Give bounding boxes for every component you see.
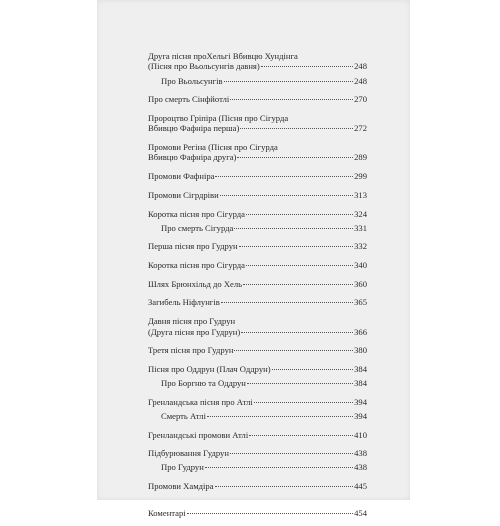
- toc-page-number: 289: [354, 152, 367, 163]
- toc-entry-title: Гренландські промови Атлі: [148, 429, 249, 440]
- toc-entry: [148, 364, 367, 374]
- toc-page-number: 248: [354, 61, 367, 72]
- toc-page-number: 270: [354, 94, 367, 105]
- toc-entry: [148, 260, 367, 270]
- dot-leader: [207, 416, 353, 417]
- toc-entry: [148, 316, 367, 337]
- toc-page-number: 380: [354, 345, 367, 356]
- toc-entry: [148, 209, 367, 219]
- toc-entry-title: (Друга пісня про Гудрун): [148, 326, 241, 337]
- toc-entry-title: Шлях Брюнхільд до Хель: [148, 278, 243, 289]
- dot-leader: [261, 66, 353, 67]
- toc-page-number: 248: [354, 75, 367, 86]
- toc-entry-title: Промови Фафніра: [148, 171, 215, 182]
- dot-leader: [237, 157, 353, 158]
- dot-leader: [215, 176, 353, 177]
- dot-leader: [240, 128, 353, 129]
- toc-entry-title: Промови Хамдіра: [148, 481, 214, 492]
- toc-page-number: 454: [354, 507, 367, 518]
- toc-entry-title: Коментарі: [148, 507, 186, 518]
- dot-leader: [243, 284, 353, 285]
- toc-entry-title: Пісня про Оддрун (Плач Оддрун): [148, 363, 271, 374]
- dot-leader: [272, 369, 354, 370]
- toc-entry: [161, 462, 367, 472]
- dot-leader: [249, 435, 353, 436]
- toc-entry-title: Про Боргню та Оддрун: [161, 378, 246, 389]
- dot-leader: [221, 302, 353, 303]
- toc-page-number: 332: [354, 241, 367, 252]
- toc-entry: [161, 76, 367, 86]
- toc-page-number: 299: [354, 171, 367, 182]
- dot-leader: [205, 467, 353, 468]
- toc-page-number: 445: [354, 481, 367, 492]
- toc-entry-title: Про смерть Сінфйотлі: [148, 94, 230, 105]
- toc-page-number: 384: [354, 378, 367, 389]
- toc-entry-title: Промови Регіна (Пісня про Сігурда: [148, 142, 278, 153]
- toc-entry: [148, 448, 367, 458]
- toc-entry: [148, 397, 367, 407]
- toc-entry-title: Про Вьольсунгів: [161, 75, 223, 86]
- toc-entry: [148, 113, 367, 134]
- toc-page-number: 331: [354, 222, 367, 233]
- toc-page-number: 394: [354, 396, 367, 407]
- toc-entry-title: Давня пісня про Гудрун: [148, 316, 236, 327]
- toc-entry-title: Про Гудрун: [161, 462, 204, 473]
- toc-page-number: 313: [354, 189, 367, 200]
- dot-leader: [246, 265, 353, 266]
- toc-entry: [148, 51, 367, 72]
- toc-entry: [161, 378, 367, 388]
- dot-leader: [234, 350, 353, 351]
- dot-leader: [224, 81, 354, 82]
- dot-leader: [241, 332, 353, 333]
- toc-entry-title: Вбивцю Фафніра перша): [148, 123, 240, 134]
- toc-page-number: 438: [354, 448, 367, 459]
- toc-entry-title: Третя пісня про Гудрун: [148, 345, 234, 356]
- toc-page-number: 272: [354, 123, 367, 134]
- toc-page-number: 340: [354, 260, 367, 271]
- toc-entry-title: Перша пісня про Гудрун: [148, 241, 238, 252]
- toc-entry-title: Про смерть Сігурда: [161, 222, 234, 233]
- toc-entry-title: Пророцтво Гріпіра (Пісня про Сігурда: [148, 112, 289, 123]
- toc-entry-title: Коротка пісня про Сігурда: [148, 208, 245, 219]
- toc-entry: [148, 508, 367, 518]
- toc-page-number: 365: [354, 297, 367, 308]
- toc-entry: [148, 297, 367, 307]
- toc-page-number: 324: [354, 208, 367, 219]
- dot-leader: [230, 99, 353, 100]
- dot-leader: [215, 486, 354, 487]
- toc-entry-title: Підбурювання Гудрун: [148, 448, 229, 459]
- toc-entry-title: Друга пісня проХельгі Вбивцю Хундінга: [148, 51, 298, 61]
- toc-entry: [148, 241, 367, 251]
- toc-entry: [148, 190, 367, 200]
- toc-entry-title: Промови Сігрдріви: [148, 189, 219, 200]
- dot-leader: [239, 246, 354, 247]
- toc-page-number: 394: [354, 410, 367, 421]
- toc-entry-title: Смерть Атлі: [161, 410, 206, 421]
- toc-entry-title: Гренландська пісня про Атлі: [148, 396, 253, 407]
- toc-entry: [148, 171, 367, 181]
- dot-leader: [187, 513, 353, 514]
- dot-leader: [220, 195, 353, 196]
- dot-leader: [246, 214, 353, 215]
- toc-entry: [148, 430, 367, 440]
- toc-entry-title: (Пісня про Вьольсунгів давня): [148, 61, 260, 72]
- table-of-contents: [148, 51, 367, 526]
- toc-page-number: 360: [354, 278, 367, 289]
- toc-entry: [161, 223, 367, 233]
- toc-page-number: 384: [354, 363, 367, 374]
- toc-entry: [161, 411, 367, 421]
- toc-entry: [148, 345, 367, 355]
- toc-page-number: 438: [354, 462, 367, 473]
- toc-entry-title: Коротка пісня про Сігурда: [148, 260, 245, 271]
- toc-entry: [148, 279, 367, 289]
- toc-entry: [148, 94, 367, 104]
- toc-entry: [148, 481, 367, 491]
- dot-leader: [247, 383, 353, 384]
- toc-entry-title: Загибель Ніфлунгів: [148, 297, 220, 308]
- dot-leader: [234, 228, 353, 229]
- toc-page-number: 366: [354, 326, 367, 337]
- toc-entry: [148, 142, 367, 163]
- dot-leader: [254, 402, 353, 403]
- toc-entry-title: Вбивцю Фафніра друга): [148, 152, 237, 163]
- toc-page-number: 410: [354, 429, 367, 440]
- dot-leader: [230, 453, 353, 454]
